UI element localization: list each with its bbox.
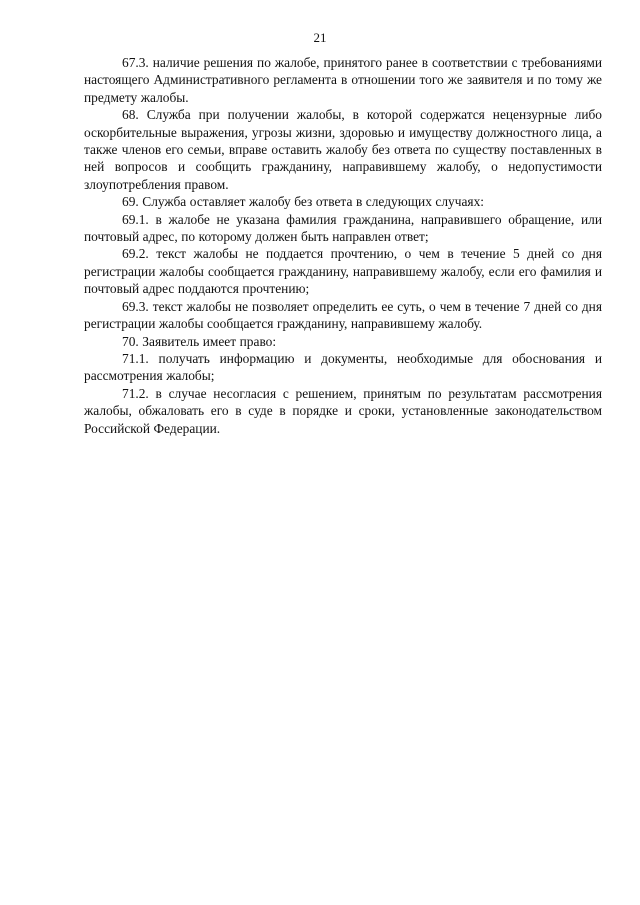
paragraph-69: 69. Служба оставляет жалобу без ответа в следующих случаях:	[122, 194, 485, 210]
paragraph-69-3: 69.3. текст жалобы не позволяет определить ее суть, о чем в течение 7 дней со дня регистрации жалобы сообщается гражданину, направившему жалобу.	[84, 298, 602, 332]
paragraph-71-2: 71.2. в случае несогласия с решением, принятым по результатам рассмотрения жалобы, обжаловать его в суде в порядке и сроки, установленные законодательством Российской Федерации.	[84, 385, 602, 436]
paragraph-67-3: 67.3. наличие решения по жалобе, принятого ранее в соответствии с требованиями настоящего Административного регламента в отношении того же заявителя и по тому же предмету жалобы.	[84, 55, 602, 105]
page-number: 21	[313, 30, 327, 45]
paragraph-68: 68. Служба при получении жалобы, в которой содержатся нецензурные либо оскорбительные выражения, угрозы жизни, здоровью и имуществу должностного лица, а также членов его семьи, вправе оставить жалобу без ответа по существу поставленных в ней вопросов и сообщить гражданину, направившему жалобу, о недопустимости злоупотребления правом.	[84, 107, 602, 192]
paragraph-69-2: 69.2. текст жалобы не поддается прочтению, о чем в течение 5 дней со дня регистрации жалобы сообщается гражданину, направившему жалобу, если его фамилия и почтовый адрес поддаются прочтению;	[84, 246, 602, 297]
document-body	[84, 54, 602, 437]
paragraph-69-1: 69.1. в жалобе не указана фамилия гражданина, направившего обращение, или почтовый адрес, по которому должен быть направлен ответ;	[84, 211, 602, 245]
paragraph-71-1: 71.1. получать информацию и документы, необходимые для обоснования и рассмотрения жалобы;	[84, 350, 602, 384]
paragraph-70: 70. Заявитель имеет право:	[122, 333, 277, 349]
